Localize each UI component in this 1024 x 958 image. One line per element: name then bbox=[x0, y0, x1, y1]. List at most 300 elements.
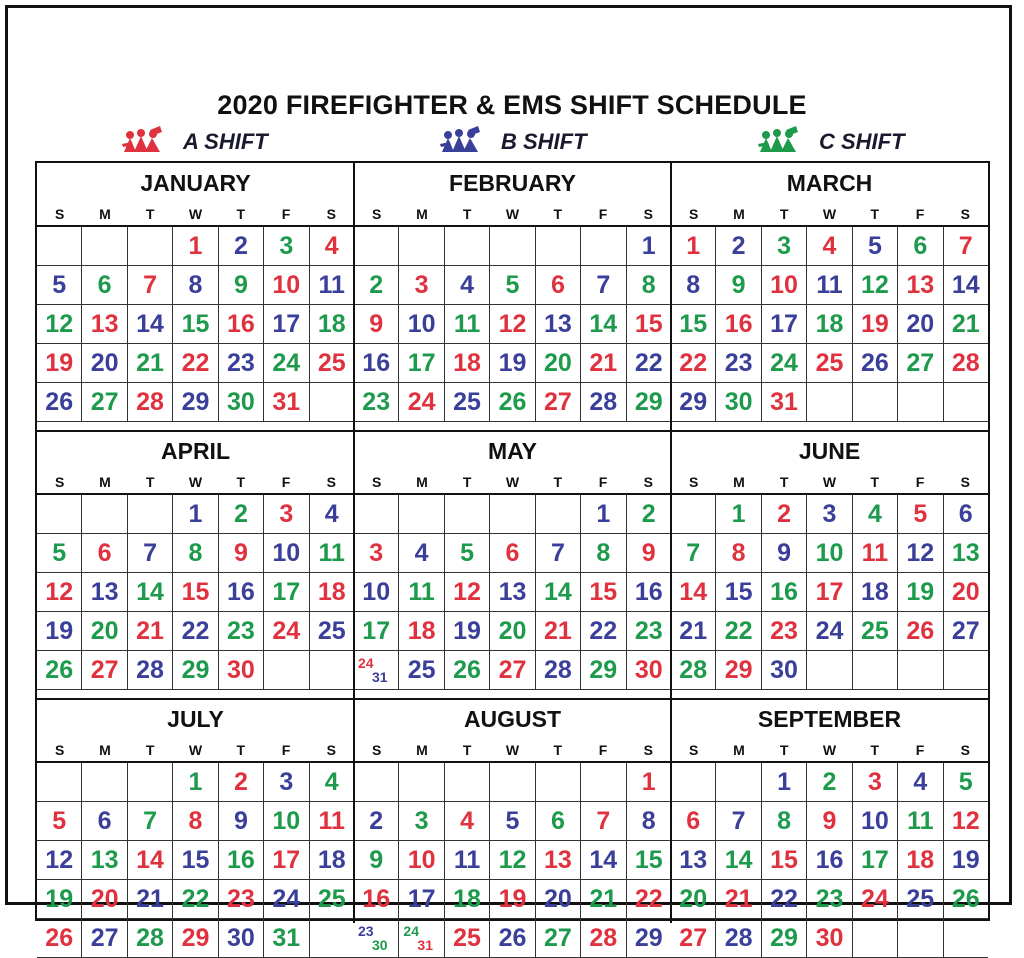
week-row bbox=[37, 227, 354, 266]
empty-cell bbox=[490, 763, 535, 802]
day-cell: 19 bbox=[445, 612, 490, 651]
empty-cell bbox=[536, 495, 581, 534]
weekday-label: T bbox=[145, 742, 155, 758]
weekday-label: S bbox=[326, 474, 336, 490]
day-cell: 30 bbox=[627, 651, 671, 690]
calendar-grid bbox=[35, 161, 990, 953]
day-cell: 2 bbox=[627, 495, 671, 534]
empty-cell bbox=[82, 763, 127, 802]
day-cell: 28 bbox=[716, 919, 761, 958]
day-cell: 19 bbox=[490, 344, 535, 383]
day-cell: 11 bbox=[310, 266, 354, 305]
week-row bbox=[671, 305, 988, 344]
empty-cell bbox=[128, 227, 173, 266]
day-cell: 20 bbox=[898, 305, 943, 344]
empty-cell bbox=[399, 763, 444, 802]
day-cell: 29 bbox=[671, 383, 716, 422]
empty-cell bbox=[82, 227, 127, 266]
empty-cell bbox=[490, 495, 535, 534]
day-cell: 16 bbox=[807, 841, 852, 880]
weekday-header bbox=[671, 471, 988, 493]
day-cell: 17 bbox=[354, 612, 399, 651]
day-cell: 24 bbox=[264, 344, 309, 383]
day-cell: 12 bbox=[37, 573, 82, 612]
day-cell: 27 bbox=[490, 651, 535, 690]
day-cell: 29 bbox=[173, 651, 218, 690]
empty-cell bbox=[445, 763, 490, 802]
empty-cell bbox=[581, 227, 626, 266]
day-cell: 24 bbox=[853, 880, 898, 919]
empty-cell bbox=[399, 227, 444, 266]
day-cell: 15 bbox=[671, 305, 716, 344]
day-cell: 5 bbox=[37, 534, 82, 573]
weekday-label: M bbox=[733, 474, 745, 490]
day-cell: 2 bbox=[716, 227, 761, 266]
week-row bbox=[354, 651, 671, 690]
weekday-label: W bbox=[505, 742, 520, 758]
weekday-label: T bbox=[779, 474, 789, 490]
day-cell: 11 bbox=[807, 266, 852, 305]
weekday-label: T bbox=[779, 206, 789, 222]
empty-cell bbox=[898, 919, 943, 958]
empty-cell bbox=[37, 763, 82, 802]
row-divider bbox=[37, 430, 988, 432]
day-cell: 11 bbox=[399, 573, 444, 612]
weekday-header bbox=[37, 471, 354, 493]
weekday-label: F bbox=[281, 206, 291, 222]
day-cell: 7 bbox=[581, 802, 626, 841]
weekday-label: S bbox=[371, 474, 382, 490]
day-cell: 18 bbox=[853, 573, 898, 612]
day-cell: 26 bbox=[490, 383, 535, 422]
day-cell: 16 bbox=[627, 573, 671, 612]
day-cell: 4 bbox=[310, 763, 354, 802]
day-cell: 18 bbox=[445, 344, 490, 383]
day-cell: 5 bbox=[898, 495, 943, 534]
day-number: 24 bbox=[403, 923, 419, 939]
weekday-label: W bbox=[822, 474, 837, 490]
week-row bbox=[37, 919, 354, 958]
day-cell: 17 bbox=[399, 880, 444, 919]
day-cell: 1 bbox=[762, 763, 807, 802]
week-row bbox=[37, 841, 354, 880]
day-cell: 1 bbox=[173, 763, 218, 802]
weekday-label: M bbox=[416, 474, 428, 490]
empty-cell bbox=[944, 383, 988, 422]
day-cell: 9 bbox=[762, 534, 807, 573]
firefighters-logo-icon bbox=[438, 126, 482, 154]
day-cell: 14 bbox=[128, 305, 173, 344]
day-cell: 4 bbox=[807, 227, 852, 266]
weekday-label: F bbox=[915, 206, 925, 222]
weekday-label: W bbox=[505, 206, 520, 222]
empty-cell bbox=[310, 651, 354, 690]
weekday-label: S bbox=[326, 206, 336, 222]
day-cell: 20 bbox=[944, 573, 988, 612]
day-cell: 21 bbox=[581, 344, 626, 383]
day-cell: 6 bbox=[671, 802, 716, 841]
weekday-label: S bbox=[371, 742, 382, 758]
day-cell: 19 bbox=[490, 880, 535, 919]
day-cell: 16 bbox=[354, 344, 399, 383]
day-cell: 15 bbox=[716, 573, 761, 612]
day-cell: 21 bbox=[128, 612, 173, 651]
day-cell: 18 bbox=[399, 612, 444, 651]
day-cell: 26 bbox=[944, 880, 988, 919]
day-cell: 31 bbox=[264, 383, 309, 422]
day-cell: 13 bbox=[82, 573, 127, 612]
day-cell: 19 bbox=[898, 573, 943, 612]
week-row bbox=[671, 841, 988, 880]
day-cell bbox=[354, 651, 399, 690]
day-cell: 23 bbox=[627, 612, 671, 651]
day-cell: 26 bbox=[445, 651, 490, 690]
weekday-label: M bbox=[99, 474, 111, 490]
day-cell: 18 bbox=[807, 305, 852, 344]
empty-cell bbox=[128, 763, 173, 802]
day-cell: 31 bbox=[264, 919, 309, 958]
day-cell: 5 bbox=[37, 802, 82, 841]
day-cell: 20 bbox=[671, 880, 716, 919]
day-cell: 23 bbox=[219, 880, 264, 919]
weekday-label: S bbox=[54, 742, 65, 758]
day-cell: 25 bbox=[853, 612, 898, 651]
day-cell: 21 bbox=[128, 880, 173, 919]
column-divider bbox=[353, 163, 355, 923]
week-row bbox=[671, 763, 988, 802]
day-cell: 20 bbox=[490, 612, 535, 651]
day-cell: 3 bbox=[264, 763, 309, 802]
day-cell: 15 bbox=[173, 305, 218, 344]
empty-cell bbox=[671, 495, 716, 534]
day-cell: 11 bbox=[898, 802, 943, 841]
weekday-label: F bbox=[915, 474, 925, 490]
day-cell: 8 bbox=[581, 534, 626, 573]
weekday-label: F bbox=[915, 742, 925, 758]
day-cell: 7 bbox=[716, 802, 761, 841]
day-cell bbox=[354, 919, 399, 958]
day-cell: 3 bbox=[354, 534, 399, 573]
day-cell: 5 bbox=[490, 802, 535, 841]
week-row bbox=[671, 651, 988, 690]
day-cell: 23 bbox=[219, 344, 264, 383]
day-cell: 15 bbox=[173, 573, 218, 612]
weekday-label: W bbox=[822, 206, 837, 222]
weekday-label: S bbox=[960, 206, 970, 222]
day-cell: 1 bbox=[581, 495, 626, 534]
weekday-label: S bbox=[688, 742, 699, 758]
day-cell: 30 bbox=[219, 651, 264, 690]
day-cell: 26 bbox=[37, 383, 82, 422]
week-row bbox=[354, 919, 671, 958]
day-cell: 10 bbox=[264, 266, 309, 305]
day-cell: 3 bbox=[399, 802, 444, 841]
day-cell: 3 bbox=[807, 495, 852, 534]
day-cell: 16 bbox=[219, 573, 264, 612]
month-name: SEPTEMBER bbox=[757, 706, 902, 732]
day-cell: 21 bbox=[716, 880, 761, 919]
day-cell: 18 bbox=[310, 573, 354, 612]
day-cell bbox=[399, 919, 444, 958]
weekday-label: T bbox=[553, 474, 563, 490]
empty-cell bbox=[399, 495, 444, 534]
day-cell: 6 bbox=[82, 802, 127, 841]
week-row bbox=[37, 612, 354, 651]
day-cell: 9 bbox=[354, 841, 399, 880]
empty-cell bbox=[671, 763, 716, 802]
day-cell: 29 bbox=[173, 383, 218, 422]
weekday-header bbox=[37, 739, 354, 761]
day-cell: 25 bbox=[445, 919, 490, 958]
day-cell: 14 bbox=[581, 841, 626, 880]
day-cell: 24 bbox=[264, 612, 309, 651]
day-cell: 9 bbox=[354, 305, 399, 344]
day-cell: 4 bbox=[310, 495, 354, 534]
day-cell: 10 bbox=[399, 305, 444, 344]
weekday-header bbox=[37, 203, 354, 225]
empty-cell bbox=[898, 383, 943, 422]
day-cell: 3 bbox=[399, 266, 444, 305]
weekday-label: S bbox=[643, 474, 653, 490]
empty-cell bbox=[716, 763, 761, 802]
day-cell: 26 bbox=[490, 919, 535, 958]
weekday-label: F bbox=[598, 474, 608, 490]
day-cell: 4 bbox=[445, 266, 490, 305]
column-divider bbox=[670, 163, 672, 923]
month-name: MAY bbox=[488, 438, 537, 464]
day-cell: 18 bbox=[310, 305, 354, 344]
day-cell: 11 bbox=[310, 534, 354, 573]
day-cell: 22 bbox=[627, 344, 671, 383]
weekday-header bbox=[354, 471, 671, 493]
day-cell: 1 bbox=[173, 227, 218, 266]
weekday-label: M bbox=[99, 742, 111, 758]
weekday-label: F bbox=[598, 742, 608, 758]
day-cell: 17 bbox=[264, 305, 309, 344]
week-row bbox=[354, 266, 671, 305]
month-september bbox=[671, 699, 988, 958]
day-cell: 29 bbox=[627, 919, 671, 958]
week-row bbox=[37, 495, 354, 534]
day-cell: 28 bbox=[581, 919, 626, 958]
weekday-label: F bbox=[281, 742, 291, 758]
day-cell: 10 bbox=[354, 573, 399, 612]
day-cell: 19 bbox=[853, 305, 898, 344]
day-cell: 30 bbox=[762, 651, 807, 690]
day-cell: 3 bbox=[264, 227, 309, 266]
day-cell: 7 bbox=[581, 266, 626, 305]
day-cell: 14 bbox=[128, 573, 173, 612]
day-cell: 3 bbox=[264, 495, 309, 534]
weekday-label: T bbox=[462, 206, 472, 222]
empty-cell bbox=[944, 651, 988, 690]
day-cell: 2 bbox=[354, 266, 399, 305]
weekday-label: W bbox=[188, 474, 203, 490]
day-cell: 13 bbox=[944, 534, 988, 573]
day-cell: 30 bbox=[219, 383, 264, 422]
day-cell: 13 bbox=[82, 305, 127, 344]
day-cell: 23 bbox=[219, 612, 264, 651]
week-row bbox=[354, 344, 671, 383]
day-cell: 7 bbox=[671, 534, 716, 573]
day-cell: 2 bbox=[219, 763, 264, 802]
day-number: 23 bbox=[358, 923, 374, 939]
day-cell: 22 bbox=[671, 344, 716, 383]
weekday-label: F bbox=[281, 474, 291, 490]
week-row bbox=[354, 573, 671, 612]
day-cell: 8 bbox=[716, 534, 761, 573]
day-cell: 6 bbox=[536, 266, 581, 305]
day-cell: 15 bbox=[627, 305, 671, 344]
day-cell: 30 bbox=[716, 383, 761, 422]
day-cell: 24 bbox=[399, 383, 444, 422]
day-cell: 9 bbox=[716, 266, 761, 305]
day-cell: 16 bbox=[354, 880, 399, 919]
day-cell: 1 bbox=[716, 495, 761, 534]
day-cell: 30 bbox=[219, 919, 264, 958]
week-row bbox=[354, 227, 671, 266]
day-cell: 12 bbox=[898, 534, 943, 573]
week-row bbox=[37, 573, 354, 612]
day-cell: 14 bbox=[671, 573, 716, 612]
day-cell: 16 bbox=[219, 305, 264, 344]
month-february bbox=[354, 163, 671, 422]
empty-cell bbox=[898, 651, 943, 690]
schedule-title: 2020 FIREFIGHTER & EMS SHIFT SCHEDULE bbox=[217, 90, 807, 120]
day-cell: 7 bbox=[128, 802, 173, 841]
day-cell: 9 bbox=[219, 802, 264, 841]
day-cell: 17 bbox=[807, 573, 852, 612]
day-cell: 5 bbox=[490, 266, 535, 305]
day-cell: 11 bbox=[853, 534, 898, 573]
weekday-label: W bbox=[505, 474, 520, 490]
day-cell: 18 bbox=[445, 880, 490, 919]
day-cell: 25 bbox=[399, 651, 444, 690]
day-cell: 19 bbox=[37, 880, 82, 919]
weekday-label: T bbox=[145, 474, 155, 490]
empty-cell bbox=[264, 651, 309, 690]
day-cell: 27 bbox=[82, 919, 127, 958]
weekday-label: M bbox=[733, 206, 745, 222]
month-june bbox=[671, 431, 988, 690]
day-number: 30 bbox=[372, 937, 388, 953]
month-name: MARCH bbox=[786, 170, 873, 196]
weekday-label: W bbox=[188, 206, 203, 222]
empty-cell bbox=[354, 495, 399, 534]
week-row bbox=[37, 534, 354, 573]
day-cell: 13 bbox=[536, 841, 581, 880]
day-cell: 14 bbox=[716, 841, 761, 880]
day-cell: 28 bbox=[128, 651, 173, 690]
empty-cell bbox=[490, 227, 535, 266]
month-may bbox=[354, 431, 671, 690]
day-cell: 10 bbox=[762, 266, 807, 305]
day-cell: 21 bbox=[671, 612, 716, 651]
day-cell: 2 bbox=[762, 495, 807, 534]
day-cell: 29 bbox=[173, 919, 218, 958]
day-cell: 19 bbox=[944, 841, 988, 880]
day-cell: 5 bbox=[37, 266, 82, 305]
legend-label: A SHIFT bbox=[183, 129, 268, 154]
day-cell: 22 bbox=[627, 880, 671, 919]
day-cell: 22 bbox=[173, 880, 218, 919]
day-cell: 3 bbox=[762, 227, 807, 266]
day-cell: 21 bbox=[536, 612, 581, 651]
day-cell: 2 bbox=[219, 495, 264, 534]
weekday-label: S bbox=[326, 742, 336, 758]
day-cell: 4 bbox=[898, 763, 943, 802]
weekday-label: W bbox=[188, 742, 203, 758]
day-cell: 27 bbox=[671, 919, 716, 958]
weekday-label: S bbox=[688, 474, 699, 490]
week-row bbox=[354, 763, 671, 802]
week-row bbox=[354, 305, 671, 344]
day-cell: 8 bbox=[173, 266, 218, 305]
day-cell: 16 bbox=[716, 305, 761, 344]
day-cell: 15 bbox=[627, 841, 671, 880]
week-row bbox=[37, 880, 354, 919]
firefighters-logo-icon bbox=[120, 126, 164, 154]
day-cell: 23 bbox=[762, 612, 807, 651]
empty-cell bbox=[853, 651, 898, 690]
day-cell: 29 bbox=[581, 651, 626, 690]
day-cell: 6 bbox=[490, 534, 535, 573]
month-name: JUNE bbox=[798, 438, 861, 464]
day-cell: 4 bbox=[310, 227, 354, 266]
empty-cell bbox=[310, 383, 354, 422]
day-cell: 10 bbox=[264, 534, 309, 573]
week-row bbox=[37, 651, 354, 690]
week-row bbox=[37, 383, 354, 422]
day-cell: 8 bbox=[627, 266, 671, 305]
month-name: APRIL bbox=[161, 438, 230, 464]
weekday-label: T bbox=[870, 742, 880, 758]
empty-cell bbox=[37, 227, 82, 266]
day-cell: 17 bbox=[264, 841, 309, 880]
day-cell: 20 bbox=[536, 880, 581, 919]
day-cell: 26 bbox=[898, 612, 943, 651]
month-january bbox=[37, 163, 354, 422]
day-cell: 8 bbox=[173, 534, 218, 573]
week-row bbox=[37, 344, 354, 383]
month-august bbox=[354, 699, 671, 958]
day-cell: 13 bbox=[82, 841, 127, 880]
day-cell: 19 bbox=[37, 344, 82, 383]
week-row bbox=[37, 266, 354, 305]
day-cell: 1 bbox=[627, 763, 671, 802]
day-cell: 9 bbox=[627, 534, 671, 573]
week-row bbox=[354, 880, 671, 919]
day-cell: 25 bbox=[310, 880, 354, 919]
day-cell: 11 bbox=[445, 305, 490, 344]
day-cell: 17 bbox=[853, 841, 898, 880]
empty-cell bbox=[310, 919, 354, 958]
week-row bbox=[354, 383, 671, 422]
day-cell: 23 bbox=[807, 880, 852, 919]
day-cell: 16 bbox=[219, 841, 264, 880]
day-cell: 10 bbox=[264, 802, 309, 841]
day-cell: 2 bbox=[219, 227, 264, 266]
day-cell: 20 bbox=[82, 612, 127, 651]
day-cell: 1 bbox=[173, 495, 218, 534]
day-cell: 4 bbox=[853, 495, 898, 534]
day-number: 24 bbox=[358, 655, 374, 671]
day-cell: 1 bbox=[627, 227, 671, 266]
day-cell: 23 bbox=[354, 383, 399, 422]
day-cell: 12 bbox=[853, 266, 898, 305]
empty-cell bbox=[445, 495, 490, 534]
day-cell: 6 bbox=[82, 534, 127, 573]
